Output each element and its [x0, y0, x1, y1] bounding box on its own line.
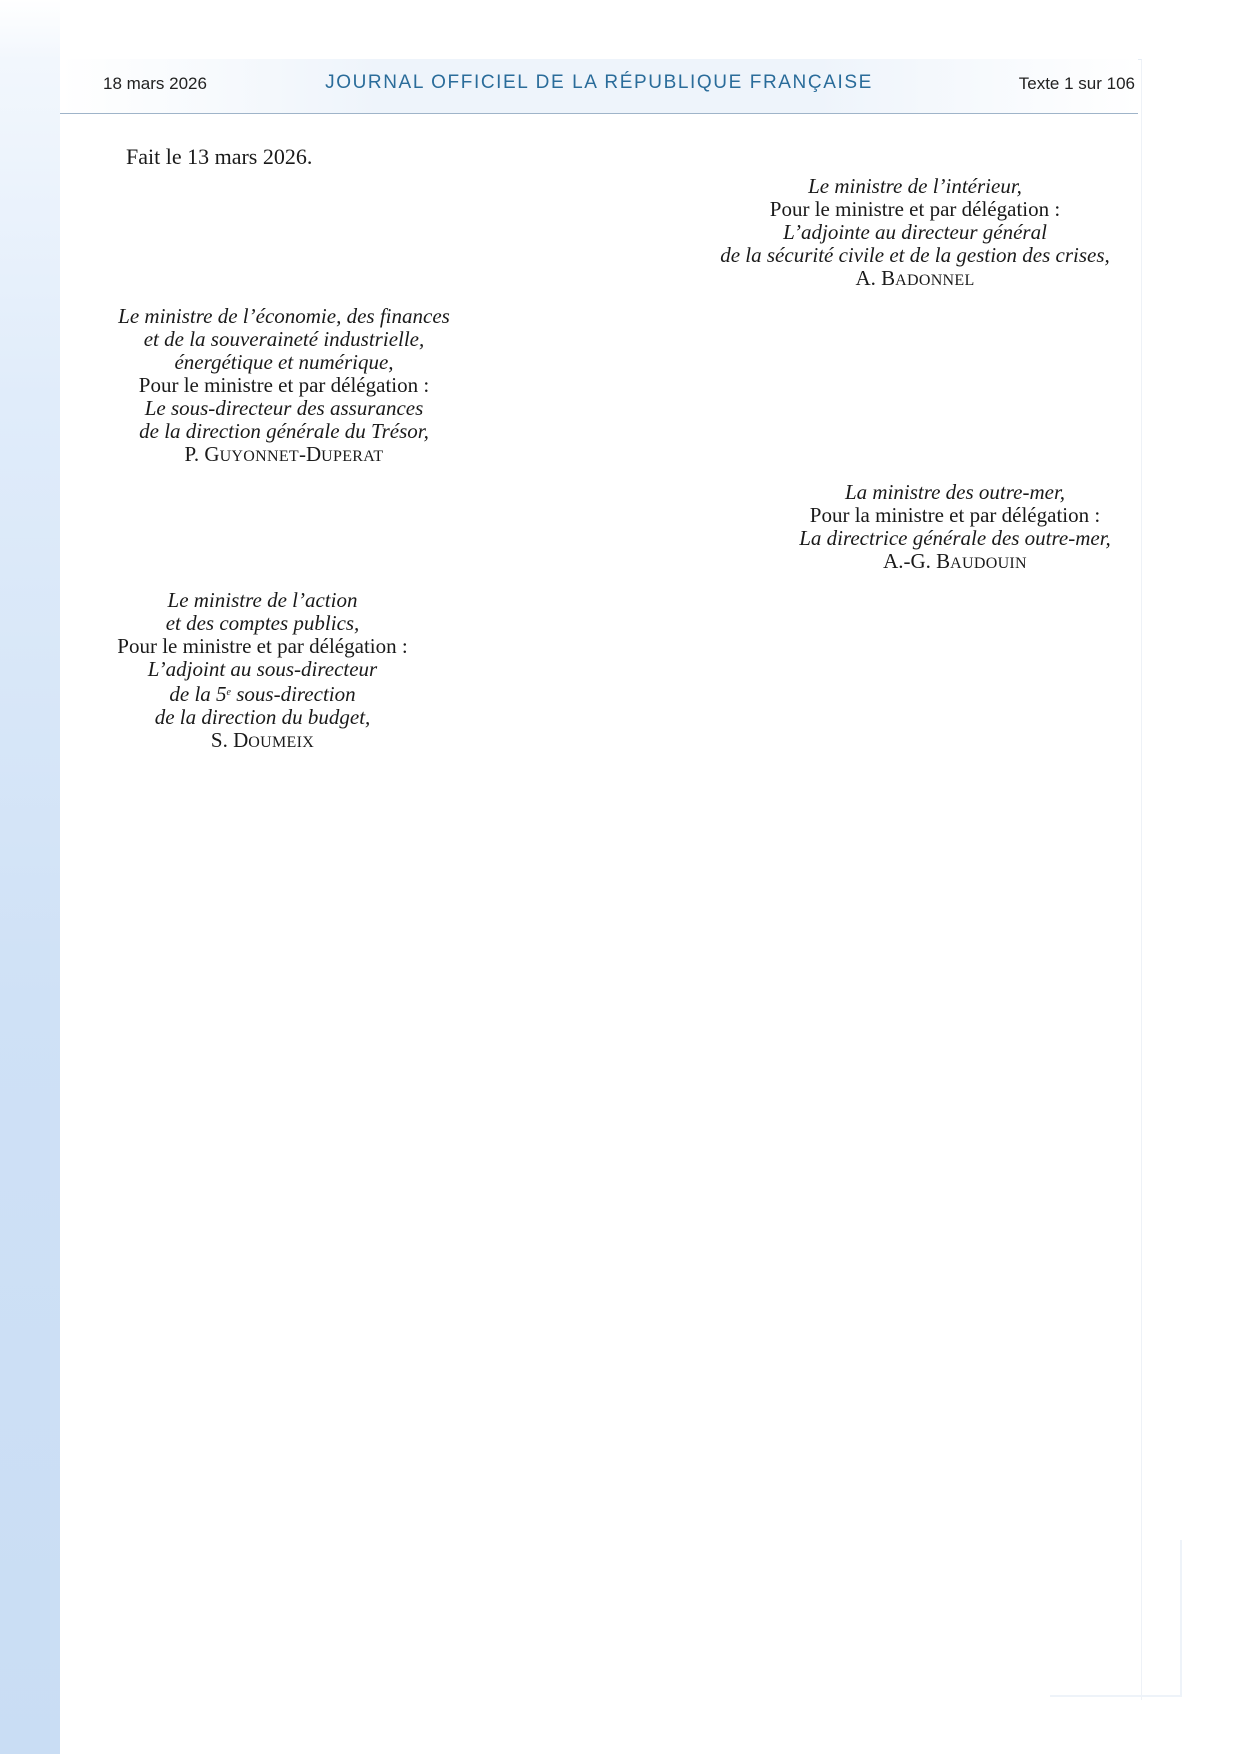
signatory-role: de la direction du budget,: [154, 705, 371, 729]
signature-block-comptes-publics: [95, 589, 430, 754]
text-number: Texte 1 sur 106: [1018, 74, 1135, 93]
signature-block-interieur: [690, 175, 1140, 292]
delegation-line: Pour le ministre et par délégation :: [138, 373, 430, 397]
signatory-role: L’adjointe au directeur général: [783, 220, 1047, 244]
signatory-role: La directrice générale des outre-mer,: [799, 526, 1111, 550]
signatory-role: de la 5e sous-direction: [169, 682, 356, 706]
delegation-line: Pour le ministre et par délégation :: [117, 634, 408, 658]
signatory-name: A. BADONNEL: [855, 266, 975, 290]
page-left-margin-band: [0, 0, 60, 1754]
signature-block-outremer: [770, 481, 1140, 575]
signatory-role: de la sécurité civile et de la gestion des crises,: [720, 243, 1110, 267]
minister-title: Le ministre de l’action: [167, 588, 358, 612]
signatory-name: S. DOUMEIX: [210, 728, 315, 752]
signatory-role: L’adjoint au sous-directeur: [147, 657, 378, 681]
signatory-name: P. GUYONNET-DUPERAT: [184, 442, 384, 466]
minister-title: énergétique et numérique,: [174, 350, 394, 374]
signatory-role: Le sous-directeur des assurances: [144, 396, 424, 420]
signatory-role: de la direction générale du Trésor,: [139, 419, 429, 443]
header-date: 18 mars 2026: [103, 74, 207, 93]
signature-block-economie: [95, 305, 473, 468]
journal-title: JOURNAL OFFICIEL DE LA RÉPUBLIQUE FRANÇAISE: [325, 72, 873, 93]
signatory-name: A.-G. BAUDOUIN: [883, 549, 1027, 573]
minister-title: et des comptes publics,: [165, 611, 360, 635]
minister-title: et de la souveraineté industrielle,: [143, 327, 425, 351]
delegation-line: Pour la ministre et par délégation :: [809, 503, 1101, 527]
journal-header: [60, 59, 1138, 114]
minister-title: La ministre des outre-mer,: [844, 480, 1066, 504]
fait-le-date: Fait le 13 mars 2026.: [126, 144, 313, 169]
minister-title: Le ministre de l’économie, des finances: [118, 304, 450, 328]
minister-title: Le ministre de l’intérieur,: [808, 174, 1022, 198]
delegation-line: Pour le ministre et par délégation :: [769, 197, 1061, 221]
page-corner-mark: [1050, 1540, 1182, 1697]
